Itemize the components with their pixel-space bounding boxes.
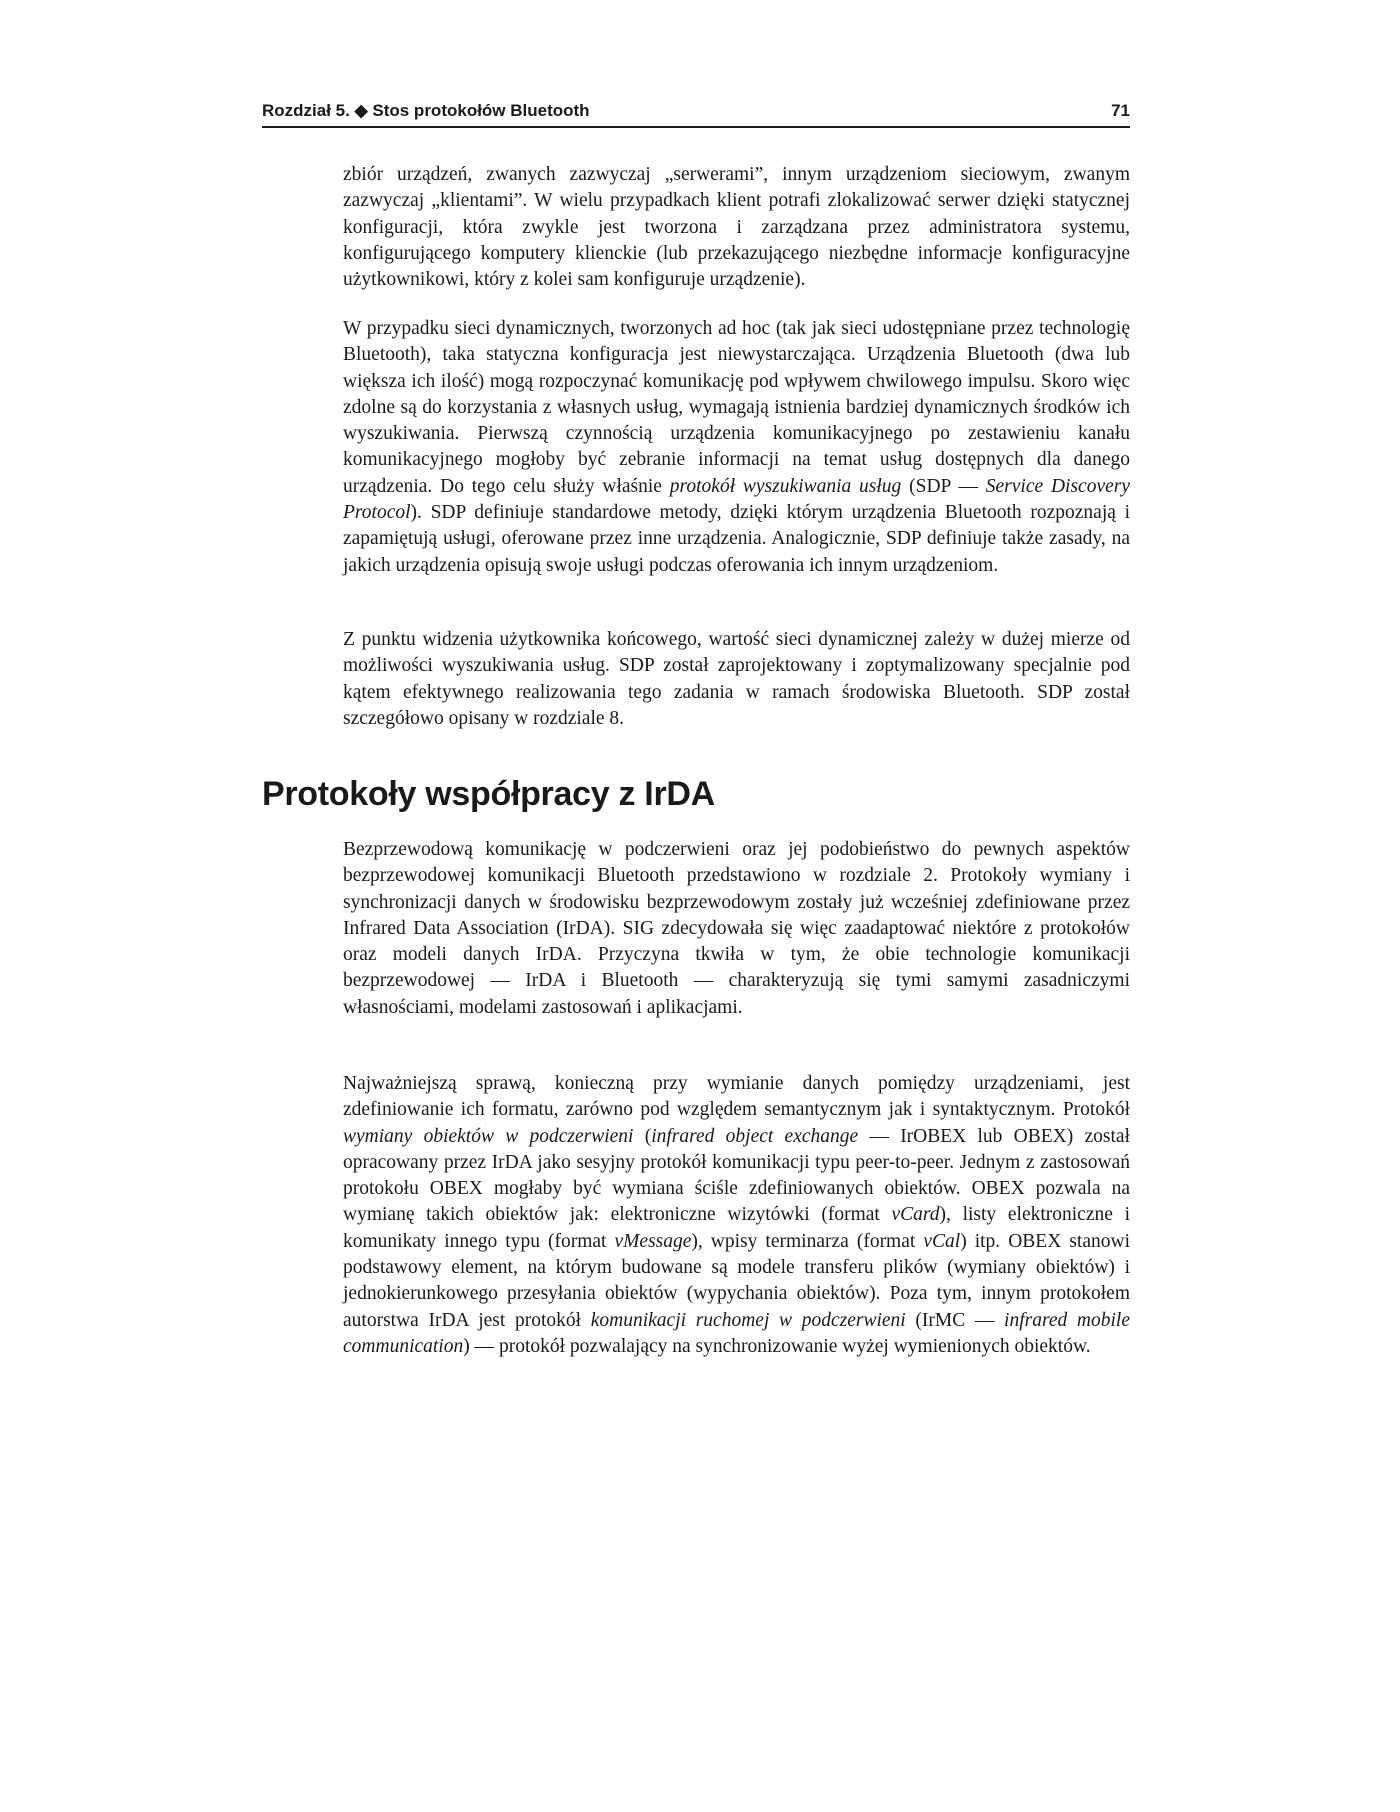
term-italic: vCard <box>891 1204 940 1226</box>
term-italic: vMessage <box>614 1230 692 1252</box>
paragraph-text: W przypadku sieci dynamicznych, tworzonych ad hoc (tak jak sieci udostępniane przez technologię Bluetooth), taka statyczna konfiguracja jest niewystarczająca. Urządzenia Bluetooth (dwa lub większa ich ilość) mogą rozpoczynać komunikację pod wpływem chwilowego impulsu. Skoro więc zdolne są do korzystania z własnych usług, wymagają istnienia bardziej dynamicznych środków ich wyszukiwania. Pierwszą czynnością urządzenia komunikacyjnego po zestawieniu kanału komunikacyjnego mogłoby być zebranie informacji na temat usług dostępnych dla danego urządzenia. Do tego celu służy właśnie <box>343 318 1130 497</box>
paragraph-text: (SDP — <box>901 475 986 497</box>
page-number: 71 <box>1111 101 1130 120</box>
paragraph-3 <box>343 627 1130 732</box>
paragraph-text: ( <box>633 1125 652 1147</box>
term-italic: vCal <box>923 1230 961 1252</box>
paragraph-1 <box>343 162 1130 293</box>
paragraph-5 <box>343 1071 1130 1360</box>
term-italic: protokół wyszukiwania usług <box>669 475 902 497</box>
paragraph-text: ) itp. OBEX stanowi podstawowy element, na którym budowane są modele transferu plików (wymiany obiektów) i jednokierunkowego przesyłania obiektów (wypychania obiektów). Poza tym, innym protokołem autorstwa IrDA jest protokół <box>343 1230 1130 1331</box>
paragraph-4 <box>343 837 1130 1021</box>
paragraph-text: Bezprzewodową komunikację w podczerwieni oraz jej podobieństwo do pewnych aspektów bezprzewodowej komunikacji Bluetooth przedstawiono w rozdziale 2. Protokoły wymiany i synchronizacji danych w środowisku bezprzewodowym zostały już wcześniej zdefiniowane przez Infrared Data Association (IrDA). SIG zdecydowała się więc zaadaptować niektóre z protokołów oraz modeli danych IrDA. Przyczyna tkwiła w tym, że obie technologie komunikacji bezprzewodowej — IrDA i Bluetooth — charakteryzują się tymi samymi zasadniczymi własnościami, modelami zastosowań i aplikacjami. <box>343 839 1130 1018</box>
paragraph-text: zbiór urządzeń, zwanych zazwyczaj „serwerami”, innym urządzeniom sieciowym, zwanym zazwyczaj „klientami”. W wielu przypadkach klient potrafi zlokalizować serwer dzięki statycznej konfiguracji, która zwykle jest tworzona i zarządzana przez administratora systemu, konfigurującego komputery klienckie (lub przekazującego niezbędne informacje konfiguracyjne użytkownikowi, który z kolei sam konfiguruje urządzenie). <box>343 164 1130 291</box>
paragraph-text: Z punktu widzenia użytkownika końcowego, wartość sieci dynamicznej zależy w dużej mierze od możliwości wyszukiwania usług. SDP został zaprojektowany i zoptymalizowany specjalnie pod kątem efektywnego realizowania tego zadania w ramach środowiska Bluetooth. SDP został szczegółowo opisany w rozdziale 8. <box>343 629 1130 729</box>
paragraph-text: ), wpisy terminarza (format <box>691 1230 924 1252</box>
paragraph-text: ). SDP definiuje standardowe metody, dzięki którym urządzenia Bluetooth rozpoznają i zapamiętują usługi, oferowane przez inne urządzenia. Analogicznie, SDP definiuje także zasady, na jakich urządzenia opisują swoje usługi podczas oferowania ich innym urządzeniom. <box>343 502 1130 576</box>
header-rule <box>262 126 1130 128</box>
chapter-title: Rozdział 5. ◆ Stos protokołów Bluetooth <box>262 101 590 120</box>
paragraph-text: ), listy elektroniczne i komunikaty innego typu (format <box>343 1204 1130 1252</box>
term-italic: wymiany obiektów w podczerwieni <box>343 1125 634 1147</box>
section-heading: Protokoły współpracy z IrDA <box>262 775 715 813</box>
term-italic: infrared object exchange <box>651 1125 859 1147</box>
term-italic: Service Discovery Protocol <box>343 475 1130 524</box>
paragraph-text: — IrOBEX lub OBEX) został opracowany przez IrDA jako sesyjny protokół komunikacji typu peer-to-peer. Jednym z zastosowań protokołu OBEX mogłaby być wymiana ściśle zdefiniowanych obiektów. OBEX pozwala na wymianę takich obiektów jak: elektroniczne wizytówki (format <box>343 1125 1130 1226</box>
paragraph-text: Najważniejszą sprawą, konieczną przy wymianie danych pomiędzy urządzeniami, jest zdefiniowanie ich formatu, zarówno pod względem semantycznym jak i syntaktycznym. Protokół <box>343 1073 1130 1121</box>
running-header <box>262 97 1130 125</box>
term-italic: infrared mobile communication <box>343 1309 1130 1357</box>
paragraph-2 <box>343 316 1130 579</box>
paragraph-text: ) — protokół pozwalający na synchronizowanie wyżej wymienionych obiektów. <box>463 1335 1091 1357</box>
term-italic: komunikacji ruchomej w podczerwieni <box>590 1309 906 1331</box>
paragraph-text: (IrMC — <box>905 1309 1005 1331</box>
